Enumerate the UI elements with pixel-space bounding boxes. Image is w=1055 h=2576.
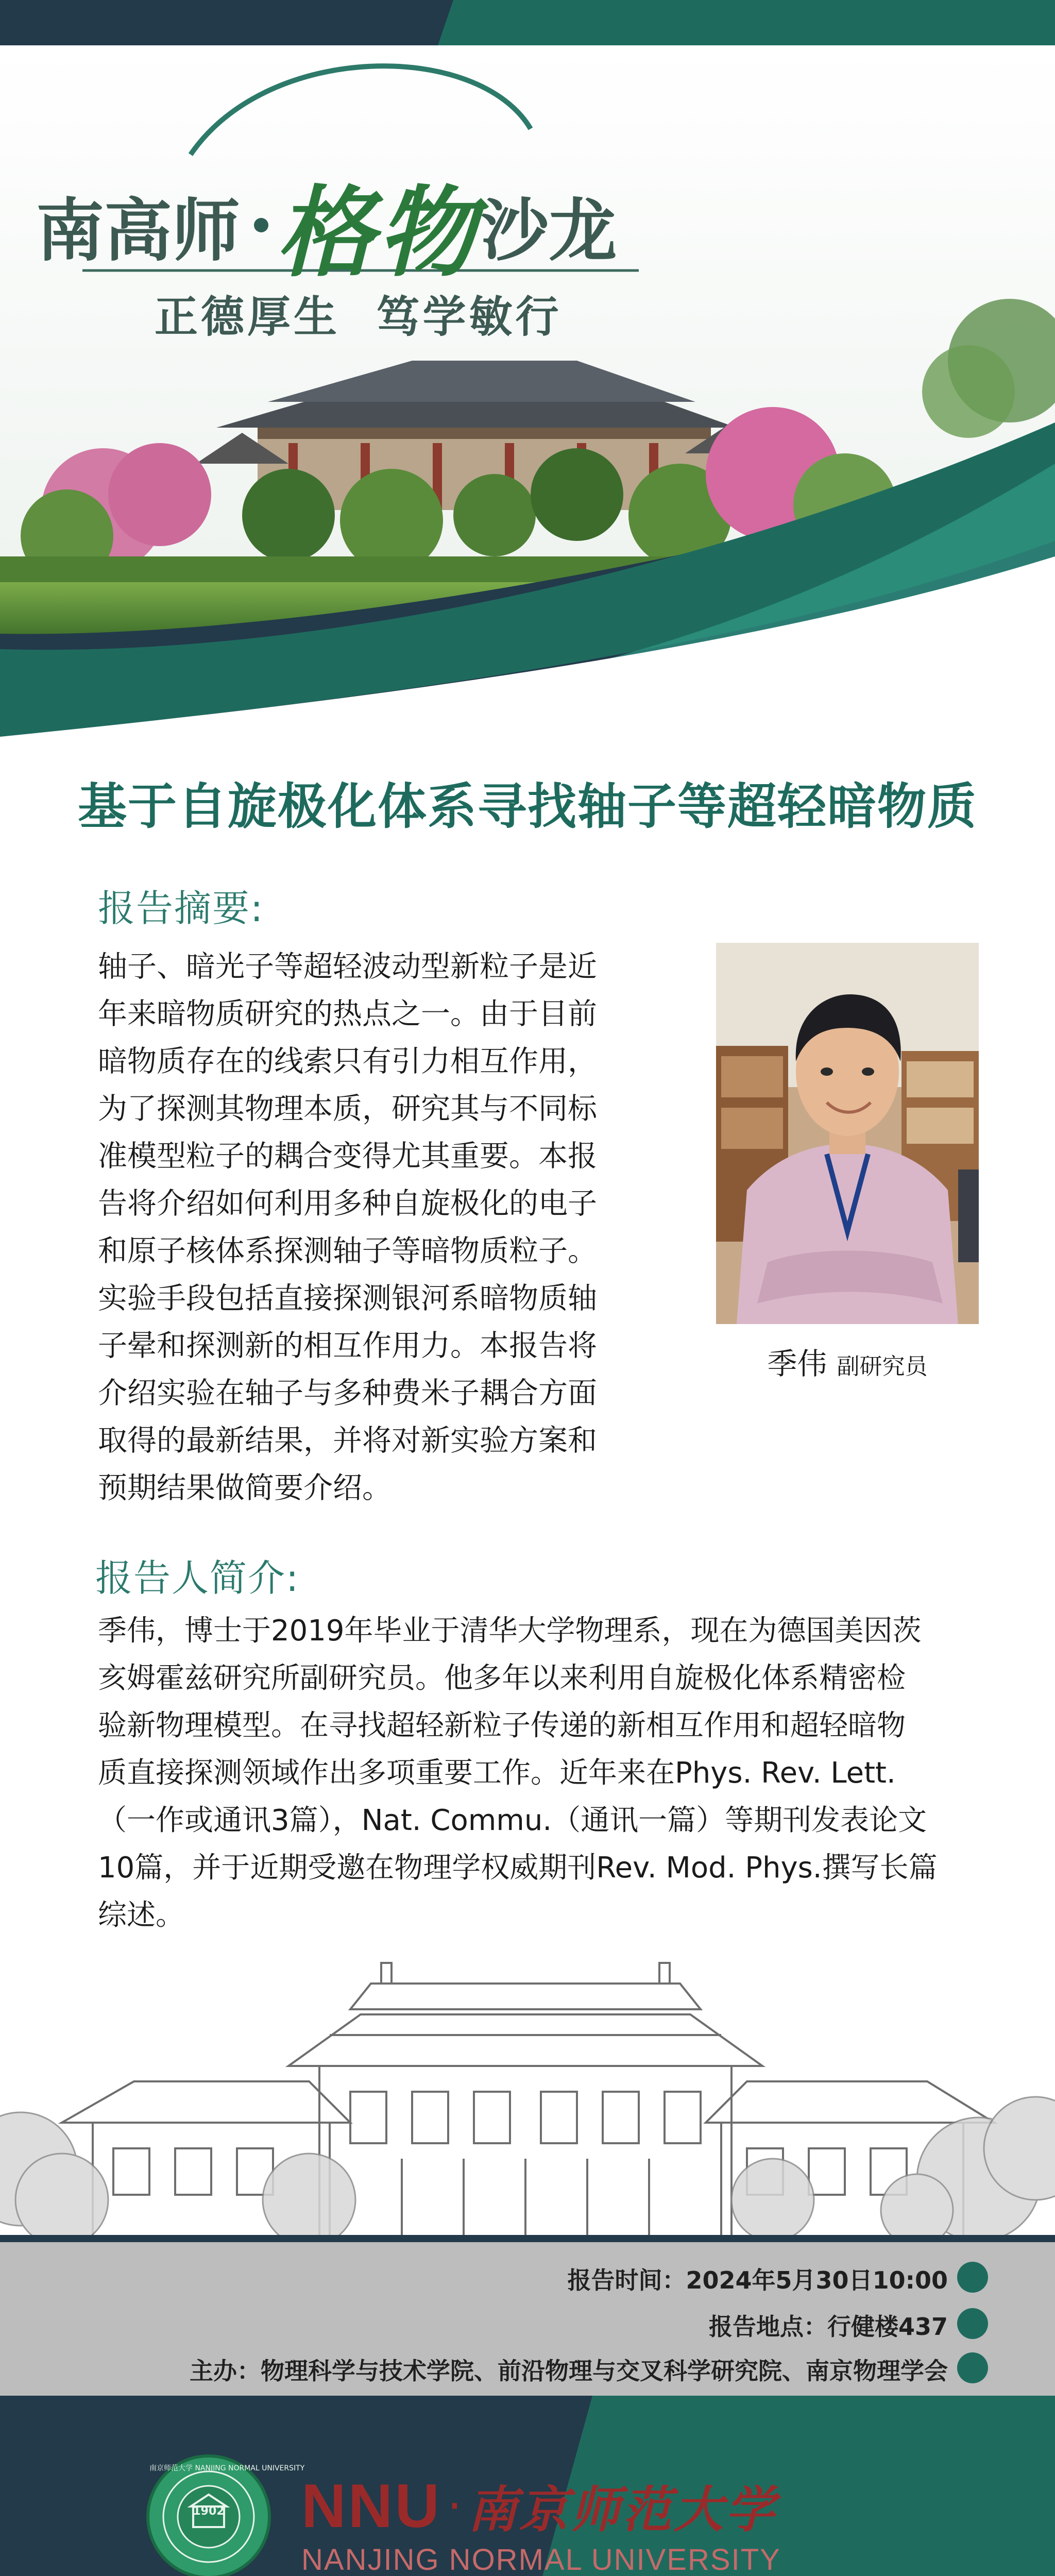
university-abbr: NNU: [301, 2471, 441, 2540]
seal-year: 1902: [193, 2505, 225, 2518]
abstract-line: 为了探测其物理本质，研究其与不同标: [98, 1092, 597, 1126]
university-name-en: NANJING NORMAL UNIVERSITY: [301, 2543, 781, 2576]
abstract-line: 年来暗物质研究的热点之一。由于目前: [98, 997, 597, 1031]
bio-line: 验新物理模型。在寻找超轻新粒子传递的新相互作用和超轻暗物: [98, 1709, 906, 1742]
talk-location-dot: [957, 2308, 988, 2339]
bio-line: 质直接探测领域作出多项重要工作。近年来在Phys. Rev. Lett.: [98, 1756, 896, 1790]
talk-host: 主办：物理科学与技术学院、前沿物理与交叉科学研究院、南京物理学会: [190, 2357, 948, 2385]
bio-line: 季伟，博士于2019年毕业于清华大学物理系，现在为德国美因茨: [98, 1614, 922, 1648]
university-name-cn: 南京师范大学: [467, 2480, 777, 2539]
abstract-line: 暗物质存在的线索只有引力相互作用，: [98, 1044, 597, 1078]
abstract-line: 介绍实验在轴子与多种费米子耦合方面: [98, 1376, 597, 1410]
speaker-name: 季伟: [767, 1346, 827, 1381]
talk-host-dot: [957, 2352, 988, 2383]
speaker-title: 副研究员: [837, 1353, 928, 1380]
talk-location: 报告地点：行健楼437: [708, 2313, 948, 2341]
header-background: [0, 0, 1055, 747]
abstract-line: 准模型粒子的耦合变得尤其重要。本报: [98, 1139, 597, 1173]
info-band-topline: [0, 2235, 1055, 2242]
abstract-line: 取得的最新结果，并将对新实验方案和: [98, 1423, 597, 1458]
salon-name-suffix: 沙龙: [481, 191, 617, 271]
talk-time-dot: [957, 2262, 988, 2293]
bio-text: [98, 1607, 984, 1939]
talk-time: 报告时间：2024年5月30日10:00: [567, 2266, 948, 2294]
bio-line: （一作或通讯3篇），Nat. Commu.（通讯一篇）等期刊发表论文: [98, 1804, 927, 1837]
abstract-text: [98, 943, 690, 1512]
abstract-line: 轴子、暗光子等超轻波动型新粒子是近: [98, 950, 597, 984]
motto: 正德厚生 笃学敏行: [155, 291, 562, 342]
salon-title: [36, 155, 706, 290]
bio-line: 综述。: [98, 1899, 184, 1932]
abstract-line: 预期结果做简要介绍。: [98, 1471, 392, 1505]
salon-name-prefix: 南高师: [36, 191, 240, 271]
bio-line: 10篇，并于近期受邀在物理学权威期刊Rev. Mod. Phys.撰写长篇: [98, 1851, 938, 1885]
speaker-photo: [716, 943, 979, 1324]
university-name-line: [301, 2470, 777, 2541]
talk-title: 基于自旋极化体系寻找轴子等超轻暗物质: [77, 778, 977, 835]
bio-line: 亥姆霍兹研究所副研究员。他多年以来利用自旋极化体系精密检: [98, 1662, 906, 1695]
abstract-line: 实验手段包括直接探测银河系暗物质轴: [98, 1281, 597, 1315]
building-sketch: [0, 1953, 1055, 2241]
abstract-heading: 报告摘要:: [98, 887, 264, 930]
seal-text: 南京师范大学 NANJING NORMAL UNIVERSITY: [149, 2464, 305, 2472]
salon-name-emphasis: 格物: [276, 175, 479, 290]
abstract-line: 和原子核体系探测轴子等暗物质粒子。: [98, 1234, 597, 1268]
university-dot: ·: [447, 2479, 462, 2533]
abstract-line: 告将介绍如何利用多种自旋极化的电子: [98, 1187, 597, 1221]
speaker-caption: [716, 1340, 979, 1383]
title-dot: [254, 218, 268, 232]
abstract-line: 子晕和探测新的相互作用力。本报告将: [98, 1329, 597, 1363]
bio-heading: 报告人简介:: [95, 1556, 300, 1600]
header-region: [0, 0, 1055, 747]
